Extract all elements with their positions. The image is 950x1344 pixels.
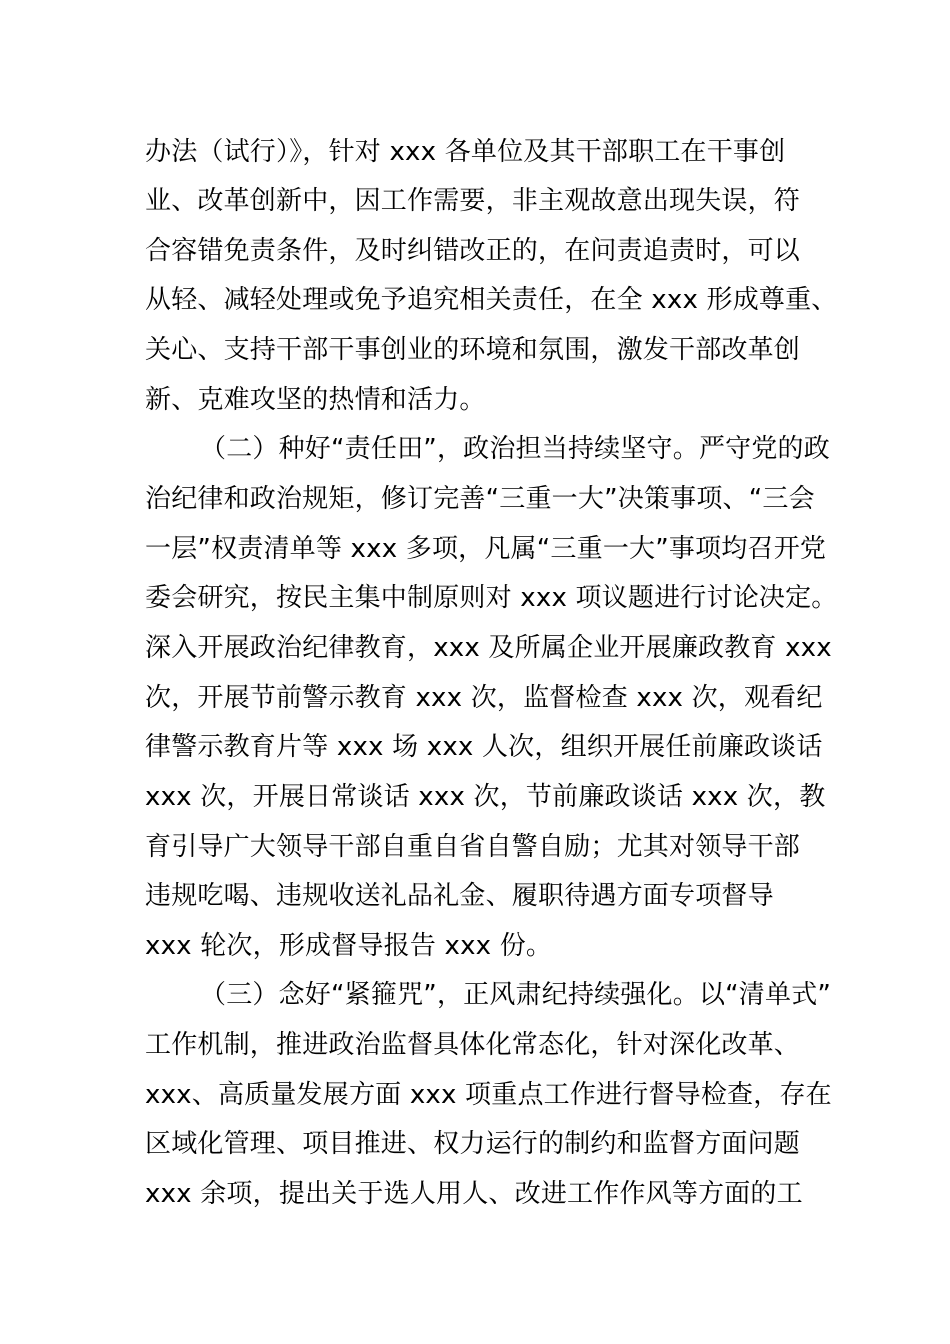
text-line-21: 区域化管理、项目推进、权力运行的制约和监督方面问题 bbox=[145, 1129, 801, 1159]
text-line-11: 深入开展政治纪律教育，xxx 及所属企业开展廉政教育 xxx bbox=[145, 633, 832, 663]
text-line-1: 办法（试行）》，针对 xxx 各单位及其干部职工在干事创 bbox=[145, 137, 786, 167]
text-line-5: 关心、支持干部干事创业的环境和氛围，激发干部改革创 bbox=[145, 335, 801, 365]
text-line-20: xxx、高质量发展方面 xxx 项重点工作进行督导检查，存在 bbox=[145, 1080, 832, 1110]
text-line-14: xxx 次，开展日常谈话 xxx 次，节前廉政谈话 xxx 次，教 bbox=[145, 782, 826, 812]
text-line-17: xxx 轮次，形成督导报告 xxx 份。 bbox=[145, 931, 553, 961]
text-line-2: 业、改革创新中，因工作需要，非主观故意出现失误，符 bbox=[145, 186, 801, 216]
text-line-8: 治纪律和政治规矩，修订完善“三重一大”决策事项、“三会 bbox=[145, 484, 815, 514]
text-line-22: xxx 余项，提出关于选人用人、改进工作作风等方面的工 bbox=[145, 1179, 803, 1209]
text-line-12: 次，开展节前警示教育 xxx 次，监督检查 xxx 次，观看纪 bbox=[145, 683, 823, 713]
text-line-16: 违规吃喝、违规收送礼品礼金、履职待遇方面专项督导 bbox=[145, 881, 774, 911]
text-line-10: 委会研究，按民主集中制原则对 xxx 项议题进行讨论决定。 bbox=[145, 583, 838, 613]
text-line-13: 律警示教育片等 xxx 场 xxx 人次，组织开展任前廉政谈话 bbox=[145, 732, 823, 762]
text-line-15: 育引导广大领导干部自重自省自警自励；尤其对领导干部 bbox=[145, 832, 801, 862]
text-line-6: 新、克难攻坚的热情和活力。 bbox=[145, 385, 486, 415]
text-line-4: 从轻、减轻处理或免予追究相关责任，在全 xxx 形成尊重、 bbox=[145, 285, 838, 315]
text-line-19: 工作机制，推进政治监督具体化常态化，针对深化改革、 bbox=[145, 1030, 801, 1060]
text-line-9: 一层”权责清单等 xxx 多项，凡属“三重一大”事项均召开党 bbox=[145, 534, 827, 564]
section-heading-3: （三）念好“紧箍咒”，正风肃纪持续强化。以“清单式” bbox=[200, 980, 832, 1010]
text-line-3: 合容错免责条件，及时纠错改正的，在问责追责时，可以 bbox=[145, 236, 801, 266]
section-heading-2: （二）种好“责任田”，政治担当持续坚守。严守党的政 bbox=[200, 434, 830, 464]
